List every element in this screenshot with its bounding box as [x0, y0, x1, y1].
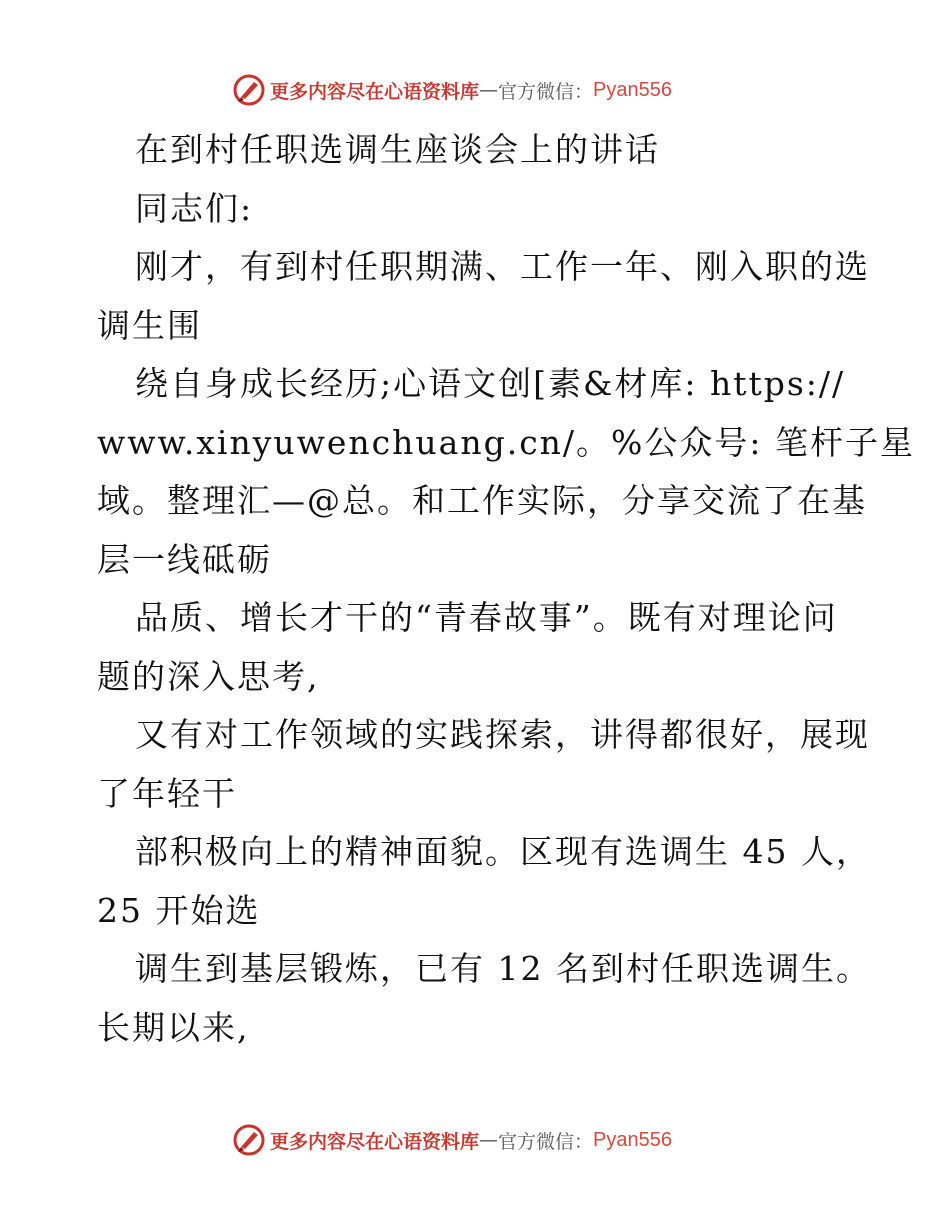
- paragraph-line: 题的深入思考,: [97, 656, 320, 696]
- banner-wechat-label: 官方微信：: [498, 80, 594, 103]
- paragraph-line: 长期以来,: [97, 1007, 250, 1047]
- brush-logo-icon: [232, 1123, 266, 1157]
- banner-separator: —: [479, 79, 499, 101]
- paragraph-line: www.xinyuwenchuang.cn/。%公众号: 笔杆子星: [97, 422, 916, 462]
- paragraph-line: 层一线砥砺: [97, 539, 272, 579]
- banner-brand-text: 更多内容尽在心语资料库: [270, 1130, 480, 1153]
- paragraph-line: 了年轻干: [97, 773, 237, 813]
- header-banner: [232, 70, 672, 110]
- salutation: 同志们:: [135, 188, 254, 228]
- banner-brand-text: 更多内容尽在心语资料库: [270, 80, 480, 103]
- paragraph-line: 调生到基层锻炼，已有 12 名到村任职选调生。: [135, 949, 871, 988]
- banner-wechat-label: 官方微信：: [498, 1130, 594, 1153]
- banner-wechat-id: Pyan556: [593, 1128, 672, 1151]
- paragraph-line: 品质、增长才干的“青春故事”。既有对理论问: [135, 598, 838, 637]
- banner-wechat-id: Pyan556: [593, 78, 672, 101]
- paragraph-line: 绕自身成长经历;心语文创[素&材库: https://: [135, 364, 846, 403]
- paragraph-line: 25 开始选: [97, 890, 261, 930]
- paragraph-line: 又有对工作领域的实践探索，讲得都很好，展现: [135, 715, 870, 754]
- paragraph-line: 部积极向上的精神面貌。区现有选调生 45 人，: [135, 832, 871, 871]
- paragraph-line: 刚才，有到村任职期满、工作一年、刚入职的选: [135, 247, 870, 286]
- paragraph-line: 调生围: [97, 305, 202, 345]
- document-title: 在到村任职选调生座谈会上的讲话: [135, 130, 660, 169]
- document-body: [97, 121, 916, 1057]
- paragraph-line: 域。整理汇—@总。和工作实际，分享交流了在基: [97, 481, 867, 520]
- footer-banner: [232, 1120, 672, 1160]
- banner-separator: —: [479, 1129, 499, 1151]
- brush-logo-icon: [232, 73, 266, 107]
